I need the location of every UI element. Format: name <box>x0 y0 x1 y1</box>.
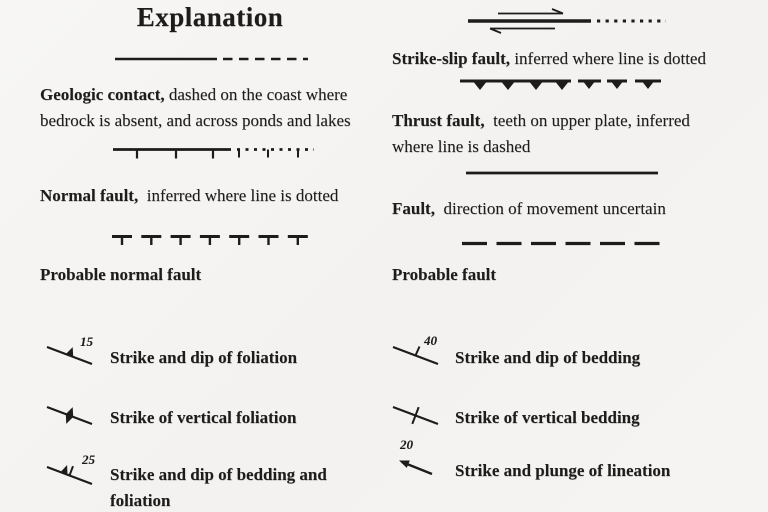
normal-fault-symbol <box>112 146 314 161</box>
strike-dip-bedding-foliation-label: Strike and dip of bedding and foliation <box>110 465 327 510</box>
strike-dip-bedding-caption <box>455 345 745 371</box>
vertical-bedding-label: Strike of vertical bedding <box>455 408 640 427</box>
strike-dip-bedding-label: Strike and dip of bedding <box>455 348 641 367</box>
lineation-caption <box>455 458 755 484</box>
vertical-foliation-symbol <box>46 400 94 428</box>
probable-normal-fault-term: Probable normal fault <box>40 265 202 284</box>
foliation-dip-value: 15 <box>80 334 93 349</box>
vertical-foliation-label: Strike of vertical foliation <box>110 408 297 427</box>
geologic-contact-term: Geologic contact, <box>40 85 165 104</box>
fault-caption <box>392 196 752 222</box>
probable-normal-fault-caption <box>40 262 380 288</box>
probable-fault-caption <box>392 262 692 288</box>
lineation-plunge-value: 20 <box>400 437 413 452</box>
normal-fault-caption <box>40 183 400 209</box>
normal-fault-term: Normal fault, <box>40 186 139 205</box>
strike-slip-fault-symbol <box>468 6 666 36</box>
bedding-foliation-dip-value: 25 <box>82 452 95 467</box>
geologic-contact-symbol <box>114 54 308 64</box>
probable-fault-term: Probable fault <box>392 265 497 284</box>
lineation-arrow-symbol <box>396 455 436 477</box>
strike-slip-fault-term: Strike-slip fault, <box>392 49 511 68</box>
fault-symbol <box>466 170 658 176</box>
bedding-dip-value: 40 <box>424 333 437 348</box>
vertical-bedding-symbol <box>392 400 440 428</box>
vertical-bedding-caption <box>455 405 745 431</box>
strike-dip-foliation-label: Strike and dip of foliation <box>110 348 298 367</box>
normal-fault-desc: inferred where line is dotted <box>138 186 339 205</box>
fault-desc: direction of movement uncertain <box>434 199 666 218</box>
strike-slip-fault-desc: inferred where line is dotted <box>510 49 706 68</box>
geologic-contact-caption <box>40 82 382 134</box>
probable-normal-fault-symbol <box>112 233 308 247</box>
lineation-label: Strike and plunge of lineation <box>455 461 671 480</box>
strike-dip-bedding-foliation-caption <box>110 462 362 512</box>
vertical-foliation-caption <box>110 405 390 431</box>
thrust-fault-caption <box>392 108 734 160</box>
probable-fault-symbol <box>462 240 660 247</box>
geologic-contact-desc: dashed on the coast where bedrock is absent, and across ponds and lakes <box>40 85 351 130</box>
fault-term: Fault, <box>392 199 435 218</box>
thrust-fault-symbol <box>460 78 662 94</box>
thrust-fault-desc: teeth on upper plate, inferred where line is dashed <box>392 111 690 156</box>
thrust-fault-term: Thrust fault, <box>392 111 485 130</box>
strike-slip-fault-caption <box>392 46 752 72</box>
strike-dip-foliation-caption <box>110 345 390 371</box>
page-title: Explanation <box>136 2 284 32</box>
